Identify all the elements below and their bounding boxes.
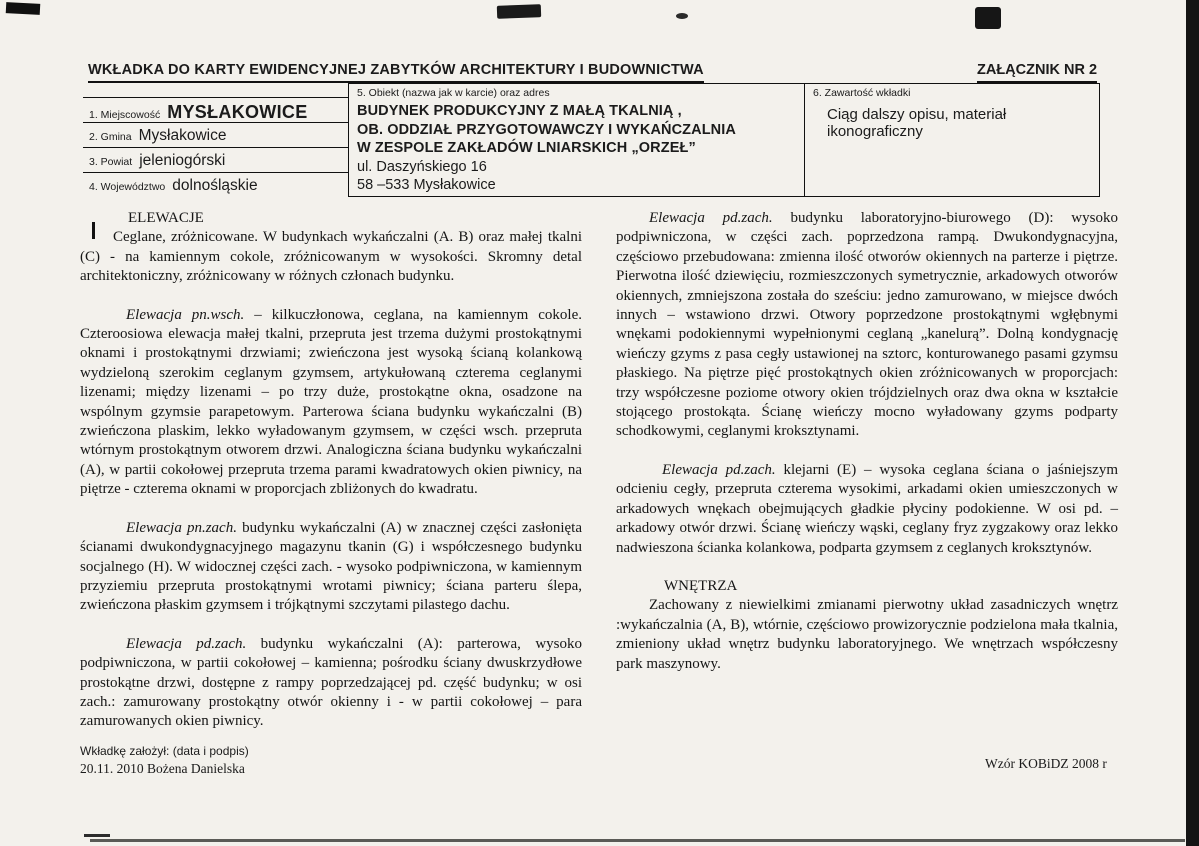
annex-label: ZAŁĄCZNIK NR 2 [977, 62, 1097, 83]
scan-smudge [676, 13, 688, 19]
footer-author-label: Wkładkę założył: (data i podpis) [80, 744, 249, 758]
field-value: dolnośląskie [172, 177, 258, 194]
document-title: WKŁADKA DO KARTY EWIDENCYJNEJ ZABYTKÓW ARCHITEKTURY I BUDOWNICTWA [88, 62, 704, 83]
right-column [616, 209, 1118, 751]
paragraph-lead: Elewacja pd.zach. [662, 461, 776, 478]
paragraph: Zachowany z niewielkimi zmianami pierwotny układ zasadniczych wnętrz :wykańczalnia (A, B), wtórnie, częściowo prowizorycznie podzielona mała tkalnia, zmieniony układ wnętrz budynku laboratoryjnego. We wnętrzach współczesny park maszynowy. [616, 597, 1118, 672]
field-value: MYSŁAKOWICE [167, 102, 308, 122]
scan-edge-bottom [90, 839, 1185, 842]
paragraph [80, 519, 582, 616]
scan-smudge [84, 834, 110, 837]
field-label: 2. Gmina [89, 131, 132, 143]
field-gmina [83, 123, 348, 148]
object-name-line: OB. ODDZIAŁ PRZYGOTOWAWCZY I WYKAŃCZALNIA [357, 121, 736, 138]
paragraph [616, 209, 1118, 442]
object-name-line: W ZESPOLE ZAKŁADÓW LNIARSKICH „ORZEŁ” [357, 140, 696, 156]
paragraph [616, 461, 1118, 558]
field-value: Mysłakowice [138, 127, 227, 144]
section-heading-elewacje: ELEWACJE [128, 210, 204, 226]
location-fields [83, 97, 348, 197]
object-name-line: BUDYNEK PRODUKCYJNY Z MAŁĄ TKALNIĄ , [357, 103, 682, 119]
paragraph-text: – kilkuczłonowa, ceglana, na kamiennym cokole. Czteroosiowa elewacja małej tkalni, przepruta jest trzema dużymi prostokątnymi oknami i prostokątnymi drzwiami; zwieńczona jest wysoką ścianą kolankową wydzieloną szerokim ceglanym gzymsem, artykułowaną czterema ceglanymi lizenami; między lizenami – po trzy duże, prostokątne okna, osadzone na wspólnym gzymsie parapetowym. Parterowa ściana budynku wykańczalni (B) zwieńczona plaskim, lekko wyładowanym gzymsem, w części wsch. przepruta wtórnym prostokątnym otworem drzwi. Analogiczna ściana budynku wykańczalni (A), w partii cokołowej przepruta trzema parami kwadratowych okien piwnicy, na piętrze - czterema oknami w proporcjach zbliżonych do kwadratu. [80, 306, 582, 498]
section-heading-wnetrza: WNĘTRZA [664, 577, 738, 594]
object-box [348, 83, 805, 197]
field-label: 3. Powiat [89, 156, 133, 168]
field-value: jeleniogórski [139, 152, 226, 169]
paragraph-text: budynku laboratoryjno-biurowego (D): wysoko podpiwniczona, w części zach. poprzedzona rampą. Dwukondygnacyjna, częściowo przebudowana: zmienna ilość otworów okiennych na parterze i piętrze. Pierwotna ilość dziewięciu, rozmieszczonych symetrycznie, arkadowych otworów okiennych, zmniejszona została do sześciu: jedno zamurowano, w miejsce dwóch innych – wstawiono drzwi. Otwory poprzedzone prostokątnymi wgłębnymi wnękami podokiennymi wypełnionymi ceglaną „kanelurą”. Dolną kondygnację wieńczy gzyms z pasa cegły ustawionej na sztorc, konturowanego pasami gzymsu płaskiego. Na piętrze pięć prostokątnych okien zróżnicowanych w proporcjach: trzy współczesne poziome otwory okien trójdzielnych oraz dwa okna w kształcie stojącego prostokąta. Ścianę wieńczy mocno wyładowany gzyms podparty schodkowymi, ceglanymi kroksztynami. [616, 210, 1118, 440]
scan-smudge [497, 4, 541, 19]
object-address-line: 58 –533 Mysłakowice [357, 177, 496, 193]
paragraph-lead: Elewacja pd.zach. [649, 210, 773, 226]
scan-smudge [6, 2, 41, 15]
paragraph [80, 635, 582, 732]
paragraph-text: budynku wykańczalni (A): parterowa, wysoko podpiwniczona, w partii cokołowej – kamienna; pośrodku ściany dwuskrzydłowe prostokątne drzwi, dostępne z rampy poprzedzającej pd. część budynku; w osi zach.: zamurowany prostokątny otwór okienny i - w partii cokołowej – para zamurowanych okien piwnicy. [80, 635, 582, 730]
footer-author [80, 744, 249, 777]
scan-smudge [975, 7, 1001, 29]
paragraph: Ceglane, zróżnicowane. W budynkach wykańczalni (A. B) oraz małej tkalni (C) - na kamiennym cokole, zróżnicowanym w wysokości. Skromny detal architektoniczny, zróżnicowany w różnych członach budynku. [80, 229, 582, 285]
paragraph-text: klejarni (E) – wysoka ceglana ściana o jaśniejszym odcieniu cegły, przepruta czterema wysokimi, arkadami okien umieszczonych w arkadowych wnękach obejmujących gładkie płyciny podokienne. W osi pd. – arkadowy otwór drzwi. Ścianę wieńczy wąski, ceglany fryz zygzakowy oraz lekko nadwieszona ścianka kolankowa, podparta gzymsem z ceglanych kroksztynów. [616, 461, 1118, 556]
paragraph-lead: Elewacja pn.wsch. [126, 306, 245, 323]
field-miejscowosc [83, 98, 348, 123]
form-header [83, 83, 1100, 197]
footer-author-signature: 20.11. 2010 Bożena Danielska [80, 761, 245, 776]
paragraph-lead: Elewacja pd.zach. [126, 635, 247, 652]
paragraph [80, 306, 582, 500]
contents-box [805, 83, 1100, 197]
field-powiat [83, 148, 348, 173]
body-text [80, 209, 1118, 751]
paragraph-text: budynku wykańczalni (A) w znacznej części zasłonięta ścianami dwukondygnacyjnego magazynu tkanin (G) i współczesnego budynku socjalnego (H). W widocznej części zach. - wysoko podpiwniczona, w kamiennym przyziemiu przepruta prostokątnymi wrotami piwnicy; ściana parteru ślepa, zwieńczona płaskim gzymsem i trójkątnymi szczytami pilastego dachu. [80, 519, 582, 614]
field-label: 4. Województwo [89, 181, 166, 193]
field-wojewodztwo [83, 173, 348, 198]
object-address-line: ul. Daszyńskiego 16 [357, 158, 487, 175]
field-label: 1. Miejscowość [89, 109, 161, 121]
contents-label: 6. Zawartość wkładki [813, 87, 911, 99]
contents-value: Ciąg dalszy opisu, materiał ikonograficzny [827, 106, 1007, 140]
paragraph-lead: Elewacja pn.zach. [126, 519, 237, 536]
left-column [80, 209, 582, 751]
footer-template-note: Wzór KOBiDZ 2008 r [985, 756, 1107, 771]
scan-edge-right [1186, 0, 1199, 846]
object-label: 5. Obiekt (nazwa jak w karcie) oraz adres [357, 87, 550, 99]
